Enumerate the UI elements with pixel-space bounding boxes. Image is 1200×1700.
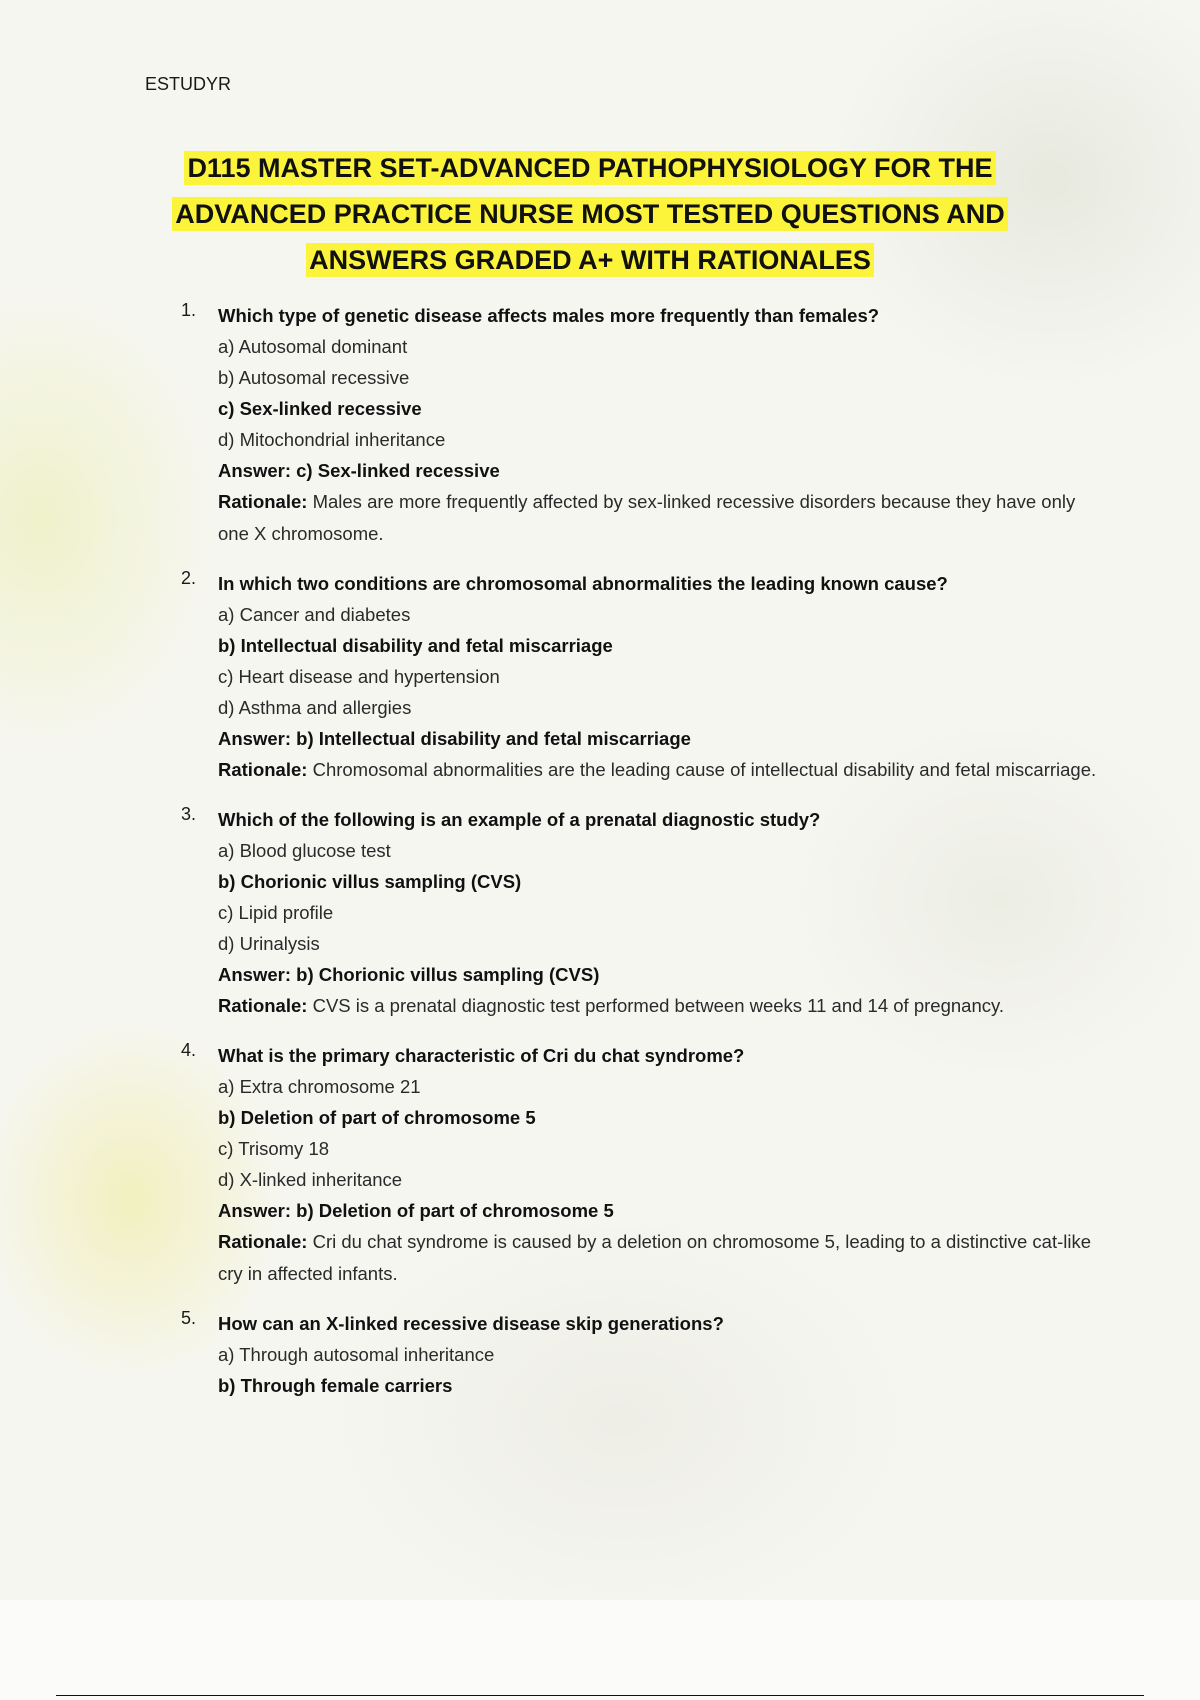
question-number: 5. xyxy=(181,1308,197,1328)
answer-label: Answer: xyxy=(218,460,291,481)
option-d: d) Asthma and allergies xyxy=(218,697,412,718)
question-text: What is the primary characteristic of Cri du chat syndrome? xyxy=(218,1045,745,1066)
answer-label: Answer: xyxy=(218,964,291,985)
question-item xyxy=(0,568,1200,786)
footer-rule xyxy=(56,1695,1144,1696)
rationale-text: Cri du chat syndrome is caused by a deletion on chromosome 5, leading to a distinctive cat-like cry in affected infants. xyxy=(218,1231,1092,1284)
answer-label: Answer: xyxy=(218,728,291,749)
rationale-line xyxy=(218,486,1098,550)
option-d: d) Urinalysis xyxy=(218,933,320,954)
option-c: c) Heart disease and hypertension xyxy=(218,666,500,687)
option-d: d) Mitochondrial inheritance xyxy=(218,429,446,450)
rationale-line xyxy=(218,754,1098,786)
question-item xyxy=(0,1040,1200,1290)
rationale-text: Males are more frequently affected by sex-linked recessive disorders because they have only one X chromosome. xyxy=(218,491,1076,544)
header-brand: ESTUDYR xyxy=(145,74,232,94)
answer-value: b) Chorionic villus sampling (CVS) xyxy=(296,964,600,985)
option-a: a) Autosomal dominant xyxy=(218,336,408,357)
option-a: a) Blood glucose test xyxy=(218,840,391,861)
answer-value: b) Intellectual disability and fetal miscarriage xyxy=(296,728,691,749)
rationale-label: Rationale: xyxy=(218,1231,308,1252)
option-a: a) Cancer and diabetes xyxy=(218,604,411,625)
rationale-line xyxy=(218,990,1098,1022)
question-text: Which of the following is an example of a prenatal diagnostic study? xyxy=(218,809,821,830)
option-b-correct: b) Intellectual disability and fetal miscarriage xyxy=(218,635,613,656)
question-list xyxy=(0,300,1200,1419)
title-line-3: ANSWERS GRADED A+ WITH RATIONALES xyxy=(306,243,874,277)
question-text: Which type of genetic disease affects males more frequently than females? xyxy=(218,305,880,326)
rationale-text: CVS is a prenatal diagnostic test performed between weeks 11 and 14 of pregnancy. xyxy=(312,995,1004,1016)
answer-value: b) Deletion of part of chromosome 5 xyxy=(296,1200,614,1221)
question-number: 2. xyxy=(181,568,197,588)
option-b: b) Autosomal recessive xyxy=(218,367,410,388)
rationale-text: Chromosomal abnormalities are the leading cause of intellectual disability and fetal miscarriage. xyxy=(312,759,1097,780)
answer-value: c) Sex-linked recessive xyxy=(296,460,500,481)
question-number: 3. xyxy=(181,804,197,824)
question-item xyxy=(0,300,1200,550)
answer-line xyxy=(218,723,1098,754)
option-b-correct: b) Through female carriers xyxy=(218,1375,453,1396)
question-number: 1. xyxy=(181,300,197,320)
option-d: d) X-linked inheritance xyxy=(218,1169,403,1190)
title-line-2: ADVANCED PRACTICE NURSE MOST TESTED QUESTIONS AND xyxy=(172,197,1008,231)
answer-label: Answer: xyxy=(218,1200,291,1221)
rationale-label: Rationale: xyxy=(218,759,308,780)
option-b-correct: b) Deletion of part of chromosome 5 xyxy=(218,1107,536,1128)
option-c-correct: c) Sex-linked recessive xyxy=(218,398,422,419)
question-item xyxy=(0,1308,1200,1401)
answer-line xyxy=(218,1195,1098,1226)
question-number: 4. xyxy=(181,1040,197,1060)
document-title xyxy=(150,145,1030,283)
rationale-label: Rationale: xyxy=(218,491,308,512)
rationale-line xyxy=(218,1226,1098,1290)
page-bottom-margin xyxy=(0,1600,1200,1700)
option-c: c) Lipid profile xyxy=(218,902,334,923)
answer-line xyxy=(218,959,1098,990)
question-text: How can an X-linked recessive disease skip generations? xyxy=(218,1313,724,1334)
question-text: In which two conditions are chromosomal abnormalities the leading known cause? xyxy=(218,573,948,594)
option-b-correct: b) Chorionic villus sampling (CVS) xyxy=(218,871,522,892)
option-a: a) Extra chromosome 21 xyxy=(218,1076,421,1097)
option-c: c) Trisomy 18 xyxy=(218,1138,330,1159)
answer-line xyxy=(218,455,1098,486)
option-a: a) Through autosomal inheritance xyxy=(218,1344,495,1365)
rationale-label: Rationale: xyxy=(218,995,308,1016)
question-item xyxy=(0,804,1200,1022)
title-line-1: D115 MASTER SET-ADVANCED PATHOPHYSIOLOGY FOR THE xyxy=(184,151,995,185)
